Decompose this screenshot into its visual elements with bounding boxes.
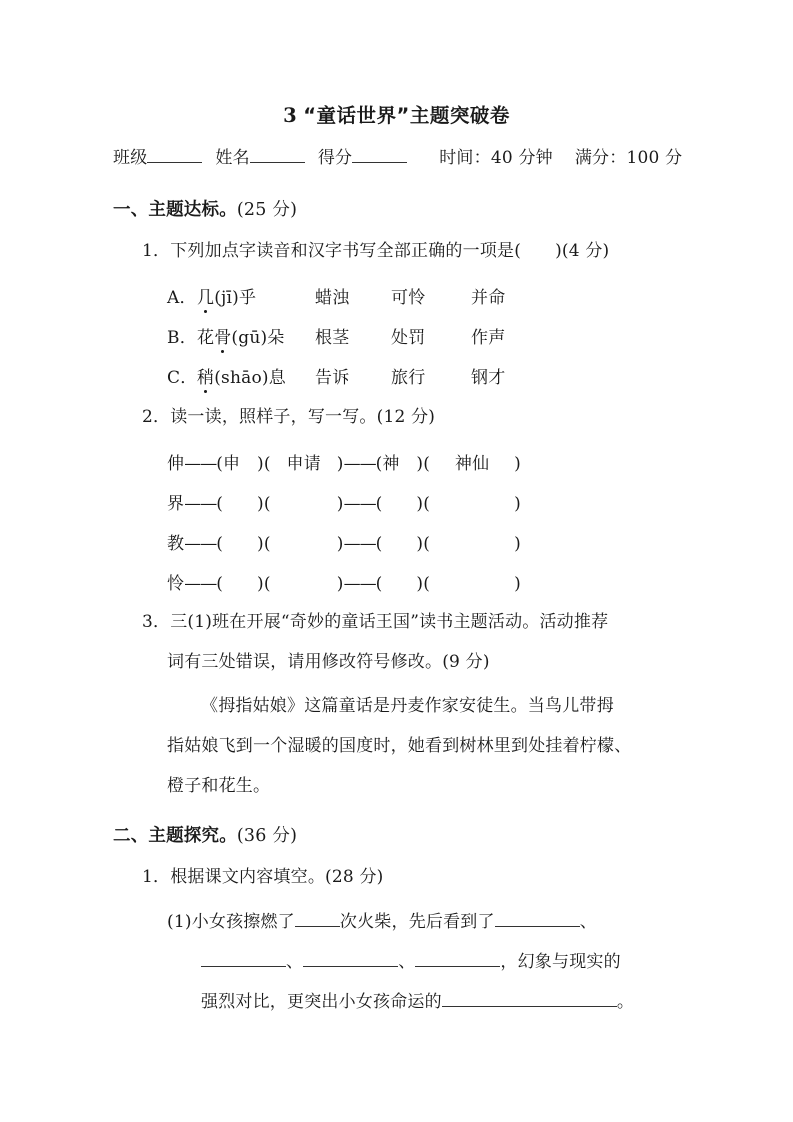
option-a-word-2: 蜡浊 xyxy=(315,288,350,308)
fill-in-blank-3[interactable] xyxy=(303,949,398,967)
word-build-row-3[interactable]: 教——( )( )——( )( ) xyxy=(167,529,521,554)
passage-text-line-2: 指姑娘飞到一个湿暖的国度时，她看到树林里到处挂着柠檬、 xyxy=(167,736,632,756)
fill-in-blank-2[interactable] xyxy=(201,949,286,967)
fill-in-text-3a: 强烈对比，更突出小女孩命运的 xyxy=(201,992,442,1012)
section-2-question-1-text: 根据课文内容填空。(28 分) xyxy=(170,867,384,887)
option-c[interactable] xyxy=(167,363,505,388)
fill-in-sep-3: 、 xyxy=(398,952,416,972)
time-label: 时间：40 分钟 xyxy=(439,148,553,168)
fill-in-sep-1: 、 xyxy=(579,912,597,932)
option-b-word-1-post: (gū)朵 xyxy=(231,328,285,348)
option-a-label: A． xyxy=(167,288,197,308)
word-build-row-1[interactable]: 伸——(申 )( 申请 )——(神 )( 神仙 ) xyxy=(167,449,521,474)
option-b-dotted-char: 骨 xyxy=(214,323,231,348)
section-heading-2 xyxy=(113,828,297,846)
fill-in-period: 。 xyxy=(616,992,635,1012)
name-label: 姓名 xyxy=(215,148,250,168)
question-3-text-line-2: 词有三处错误，请用修改符号修改。(9 分) xyxy=(167,652,490,672)
option-b-word-1-pre: 花 xyxy=(197,328,215,348)
fill-in-blank-4[interactable] xyxy=(415,949,500,967)
fill-in-blank-count[interactable] xyxy=(295,909,340,927)
question-1-number: 1． xyxy=(142,241,171,261)
word-build-1-c[interactable]: 神 xyxy=(382,454,400,474)
passage-text-line-3: 橙子和花生。 xyxy=(167,776,271,796)
option-a-dotted-char: 几 xyxy=(197,283,214,308)
section-2-points: (36 分) xyxy=(236,826,298,846)
passage-text-line-1: 《拇指姑娘》这篇童话是丹麦作家安徒生。当鸟儿带拇 xyxy=(201,696,614,716)
question-2-number: 2． xyxy=(142,407,171,427)
section-1-title: 一、主题达标。 xyxy=(113,200,237,220)
section-2-question-1-stem xyxy=(142,869,384,886)
section-2-title: 二、主题探究。 xyxy=(113,826,237,846)
option-c-word-3: 旅行 xyxy=(391,368,426,388)
question-1-tail: )(4 分) xyxy=(555,241,610,261)
option-c-label: C． xyxy=(167,368,198,388)
fill-in-blank-1[interactable] xyxy=(495,909,580,927)
fill-in-text-2-tail: ，幻象与现实的 xyxy=(500,952,621,972)
question-3-text-line-1: 三(1)班在开展“奇妙的童话王国”读书主题活动。活动推荐 xyxy=(170,612,609,632)
question-3-passage-line-2 xyxy=(167,738,631,755)
word-build-seed-2: 界 xyxy=(167,494,185,514)
question-1-stem xyxy=(142,243,609,260)
fill-in-line-2 xyxy=(201,949,621,971)
option-c-word-1-post: (shāo)息 xyxy=(214,368,286,388)
fill-in-marker: (1) xyxy=(167,912,192,932)
total-points-label: 满分：100 分 xyxy=(574,148,683,168)
page-title-number: 3 xyxy=(283,104,298,127)
option-a-word-4: 并命 xyxy=(471,288,506,308)
word-build-1-a[interactable]: 申 xyxy=(223,454,241,474)
fill-in-line-1 xyxy=(167,909,597,931)
student-info-line xyxy=(113,143,693,168)
question-3-passage-line-3 xyxy=(167,778,270,795)
fill-in-blank-5[interactable] xyxy=(442,989,617,1007)
fill-in-text-1a: 小女孩擦燃了 xyxy=(191,912,295,932)
page-title xyxy=(0,100,793,128)
fill-in-text-1b: 次火柴，先后看到了 xyxy=(339,912,495,932)
word-build-row-4[interactable]: 怜——( )( )——( )( ) xyxy=(167,569,521,594)
option-a-word-1 xyxy=(197,283,315,308)
option-b-word-1 xyxy=(197,323,315,348)
class-label: 班级 xyxy=(113,148,148,168)
option-b[interactable] xyxy=(167,323,505,348)
word-build-1-d[interactable]: 神仙 xyxy=(454,454,490,474)
question-1-text: 下列加点字读音和汉字书写全部正确的一项是( xyxy=(170,241,522,261)
option-a[interactable] xyxy=(167,283,505,308)
section-1-points: (25 分) xyxy=(236,200,298,220)
option-c-word-4: 钢才 xyxy=(471,368,506,388)
word-build-row-2[interactable]: 界——( )( )——( )( ) xyxy=(167,489,521,514)
question-3-number: 3． xyxy=(142,612,171,632)
option-b-word-2: 根茎 xyxy=(315,328,350,348)
option-c-word-2: 告诉 xyxy=(315,368,350,388)
question-2-text: 读一读，照样子，写一写。(12 分) xyxy=(170,407,436,427)
word-build-seed-3: 教 xyxy=(167,534,185,554)
word-build-seed-4: 怜 xyxy=(167,574,185,594)
option-b-word-4: 作声 xyxy=(471,328,506,348)
question-3-passage-line-1 xyxy=(201,698,614,715)
word-build-1-b[interactable]: 申请 xyxy=(286,454,321,474)
score-blank[interactable] xyxy=(352,162,407,163)
fill-in-line-3 xyxy=(201,989,634,1011)
option-c-word-1 xyxy=(197,363,315,388)
section-2-question-1-number: 1． xyxy=(142,867,171,887)
option-c-dotted-char: 稍 xyxy=(197,363,214,388)
option-a-word-1-post: (jī)乎 xyxy=(214,288,257,308)
word-build-seed-1: 伸 xyxy=(167,454,185,474)
fill-in-sep-2: 、 xyxy=(286,952,304,972)
question-2-stem xyxy=(142,409,435,426)
class-blank[interactable] xyxy=(147,162,202,163)
section-heading-1 xyxy=(113,202,297,220)
question-3-stem-line-2 xyxy=(167,654,490,671)
question-3-stem-line-1 xyxy=(142,614,608,631)
page-title-text: “童话世界”主题突破卷 xyxy=(303,104,510,127)
name-blank[interactable] xyxy=(250,162,305,163)
option-a-word-3: 可怜 xyxy=(391,288,426,308)
option-b-word-3: 处罚 xyxy=(391,328,426,348)
option-b-label: B． xyxy=(167,328,197,348)
score-label: 得分 xyxy=(317,148,353,168)
